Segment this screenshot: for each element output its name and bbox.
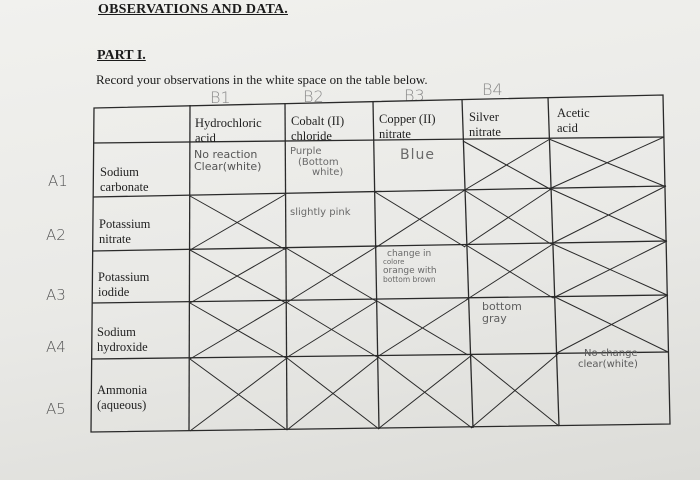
row-header-ammonia xyxy=(97,383,147,413)
obs-line: No change xyxy=(584,348,638,359)
x-mark-a4-b5 xyxy=(555,295,668,354)
grid-vline-5 xyxy=(548,97,559,426)
row-header-line1: Potassium xyxy=(99,217,151,231)
row-header-line2: nitrate xyxy=(99,232,131,246)
row-header-line1: Sodium xyxy=(97,325,136,339)
col-header-line2: chloride xyxy=(291,129,332,143)
col-header-line1: Hydrochloric xyxy=(195,116,262,130)
x-mark-a2-b5 xyxy=(551,186,666,244)
hand-label-a5: A5 xyxy=(46,400,66,418)
grid-vline-2 xyxy=(285,103,287,430)
obs-a5-b5 xyxy=(578,349,638,370)
obs-line: gray xyxy=(482,311,507,325)
col-header-line2: nitrate xyxy=(469,125,501,139)
obs-a3-b3 xyxy=(383,250,437,284)
hand-label-b4: B4 xyxy=(482,80,503,99)
row-header-line2: hydroxide xyxy=(97,340,148,354)
row-header-line1: Ammonia xyxy=(97,383,147,397)
x-mark-a4-b3 xyxy=(377,299,468,357)
col-header-line1: Silver xyxy=(469,110,499,124)
row-header-potassium-nitrate xyxy=(99,217,150,247)
grid-vline-4 xyxy=(462,99,473,428)
x-mark-a3-b4 xyxy=(466,244,553,300)
x-mark-a5-b1 xyxy=(190,358,287,431)
hand-label-a2: A2 xyxy=(46,226,66,244)
obs-a1-b2 xyxy=(290,147,343,179)
obs-line: colore xyxy=(383,258,405,267)
page-heading: OBSERVATIONS AND DATA. xyxy=(98,2,288,17)
col-header-line1: Copper (II) xyxy=(379,112,436,126)
row-header-line2: carbonate xyxy=(100,180,149,194)
x-mark-a2-b3 xyxy=(375,190,465,248)
obs-line: clear(white) xyxy=(578,358,638,370)
x-mark-a3-b2 xyxy=(286,247,376,303)
col-header-cobalt-chloride xyxy=(291,114,344,144)
x-mark-a4-b1 xyxy=(190,302,286,359)
x-mark-a1-b4 xyxy=(463,139,550,191)
obs-line: bottom brown xyxy=(383,275,436,285)
x-mark-a5-b4 xyxy=(471,353,559,428)
col-header-line1: Acetic xyxy=(557,106,590,120)
x-mark-a3-b5 xyxy=(553,241,667,298)
hand-label-a1: A1 xyxy=(48,172,68,190)
grid-vline-3 xyxy=(373,101,379,429)
row-header-sodium-hydroxide xyxy=(97,325,148,355)
hand-label-a4: A4 xyxy=(46,338,66,356)
row-header-line2: (aqueous) xyxy=(97,398,147,412)
col-header-copper-nitrate xyxy=(379,112,436,142)
x-mark-a2-b4 xyxy=(464,189,551,247)
hand-label-b3: B3 xyxy=(404,86,425,105)
obs-a4-b4 xyxy=(482,301,522,324)
instruction-text: Record your observations in the white space on the table below. xyxy=(96,72,428,87)
col-header-line2: nitrate xyxy=(379,127,411,141)
part-title: PART I. xyxy=(97,48,146,63)
obs-line: (Bottom xyxy=(298,156,339,168)
col-header-line2: acid xyxy=(557,121,578,135)
col-header-silver-nitrate xyxy=(469,110,501,140)
grid-outer-border xyxy=(91,95,670,432)
x-mark-a3-b1 xyxy=(190,248,286,303)
obs-line: white) xyxy=(312,167,344,178)
x-mark-a1-b5 xyxy=(549,137,664,189)
grid-hline-3 xyxy=(92,241,667,251)
obs-line: orange with xyxy=(383,265,437,276)
row-header-line2: iodide xyxy=(98,285,130,299)
col-header-line2: acid xyxy=(195,131,216,145)
x-mark-a5-b2 xyxy=(287,357,379,430)
obs-line: Clear(white) xyxy=(194,159,262,173)
col-header-acetic-acid xyxy=(557,106,590,136)
x-mark-a5-b3 xyxy=(378,355,472,429)
hand-label-b2: B2 xyxy=(303,87,324,106)
obs-a2-b2: slightly pink xyxy=(290,207,351,218)
x-mark-a2-b1 xyxy=(190,194,286,250)
grid-hline-4 xyxy=(92,295,668,303)
row-header-line1: Sodium xyxy=(100,165,139,179)
obs-line: bottom xyxy=(482,300,522,313)
obs-a1-b3: Blue xyxy=(400,147,435,163)
hand-label-a3: A3 xyxy=(46,286,66,304)
x-mark-a4-b2 xyxy=(286,301,377,358)
obs-line: No reaction xyxy=(194,148,258,161)
obs-line: Purple xyxy=(290,146,322,157)
hand-label-b1: B1 xyxy=(210,88,231,107)
obs-line: change in xyxy=(387,249,432,259)
grid-vline-1 xyxy=(189,105,190,431)
col-header-hydrochloric-acid xyxy=(195,116,262,146)
row-header-line1: Potassium xyxy=(98,270,150,284)
row-header-potassium-iodide xyxy=(98,270,149,300)
obs-a1-b1 xyxy=(194,149,261,172)
col-header-line1: Cobalt (II) xyxy=(291,114,345,128)
grid-hline-2 xyxy=(93,186,666,197)
row-header-sodium-carbonate xyxy=(100,165,149,195)
